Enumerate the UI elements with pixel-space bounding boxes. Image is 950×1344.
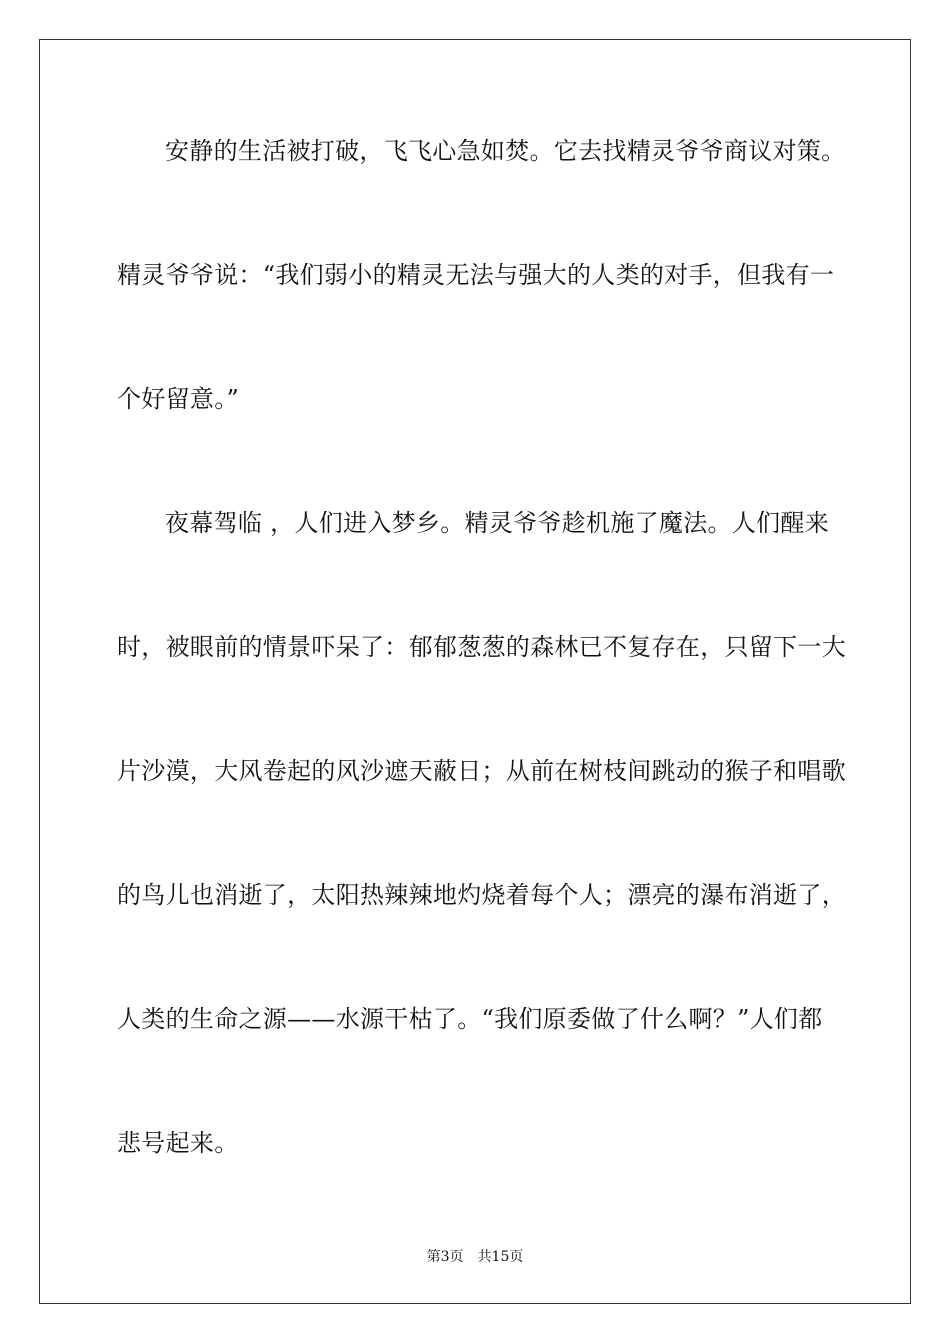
text-line-5: 时，被眼前的情景吓呆了：郁郁葱葱的森林已不复存在，只留下一大 (117, 633, 846, 661)
text-line-3: 个好留意。” (117, 385, 240, 413)
text-line-1: 安静的生活被打破，飞飞心急如焚。它去找精灵爷爷商议对策。 (165, 137, 846, 165)
text-line-6: 片沙漠，大风卷起的风沙遮天蔽日；从前在树枝间跳动的猴子和唱歌 (117, 757, 846, 785)
page-footer (0, 1248, 950, 1266)
text-line-2: 精灵爷爷说：“我们弱小的精灵无法与强大的人类的对手，但我有一 (117, 261, 835, 289)
text-line-8: 人类的生命之源——水源干枯了。“我们原委做了什么啊？”人们都 (117, 1005, 823, 1033)
page-border (39, 39, 911, 1304)
page-number: 第3页 (426, 1249, 464, 1265)
total-pages: 共15页 (477, 1249, 524, 1265)
text-line-7: 的鸟儿也消逝了，太阳热辣辣地灼烧着每个人；漂亮的瀑布消逝了， (117, 881, 846, 909)
text-line-4: 夜幕驾临 ，人们进入梦乡。精灵爷爷趁机施了魔法。人们醒来 (165, 509, 830, 537)
text-line-9: 悲号起来。 (117, 1129, 239, 1157)
